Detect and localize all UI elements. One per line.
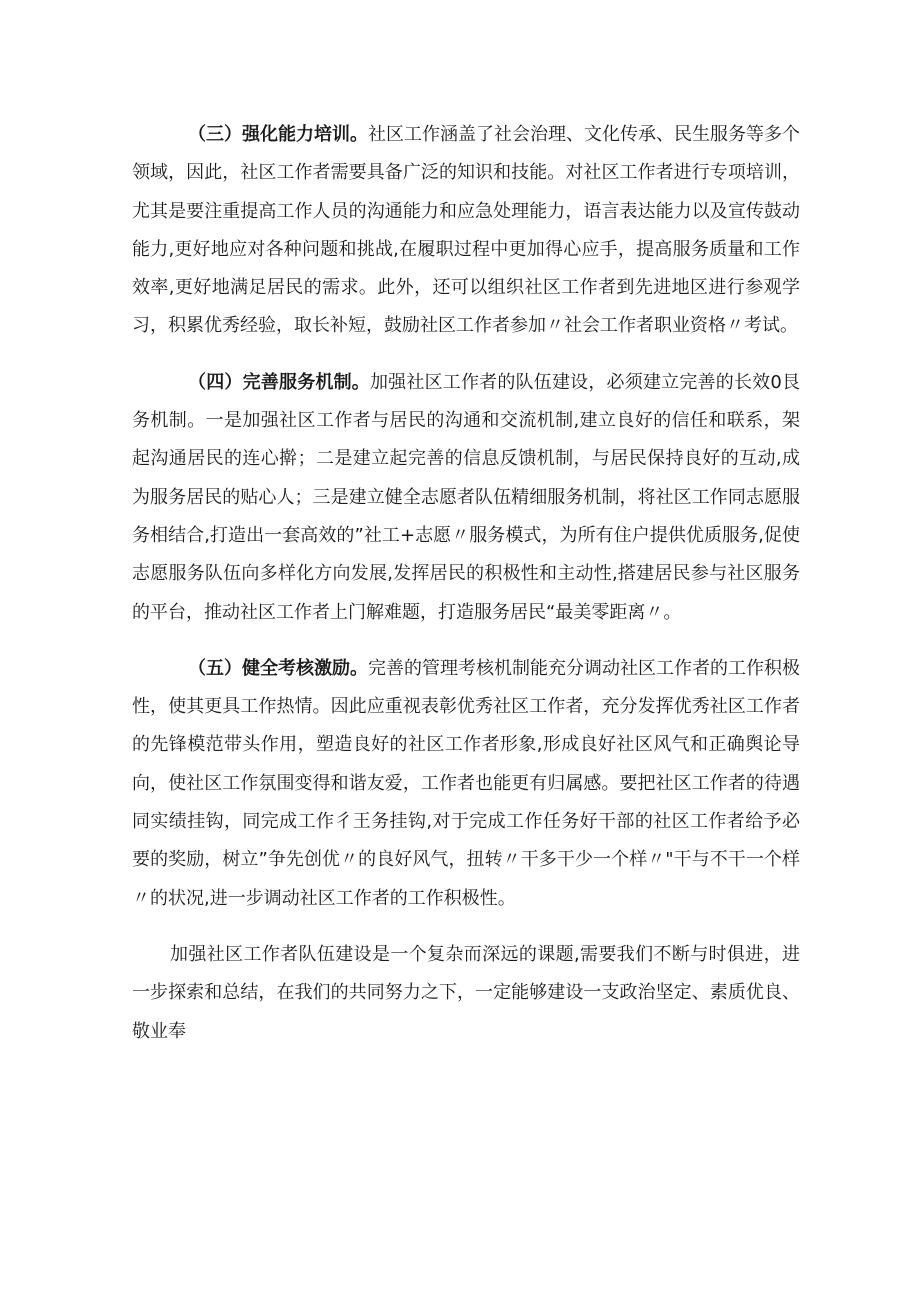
paragraph-heading: （三）强化能力培训。 [188, 124, 368, 145]
paragraph-body: 社区工作涵盖了社会治理、文化传承、民生服务等多个领域，因此，社区工作者需要具备广泛的知识和技能。对社区工作者进行专项培训，尤其是要注重提高工作人员的沟通能力和应急处理能力，语言表达能力以及宣传鼓动能力,更好地应对各种问题和挑战,在履职过程中更加得心应手，提高服务质量和工作效率,更好地满足居民的需求。此外，还可以组织社区工作者到先进地区进行参观学习，积累优秀经验，取长补短，鼓励社区工作者参加〃社会工作者职业资格〃考试。 [132, 124, 800, 337]
paragraph-assessment-incentive [132, 650, 800, 918]
paragraph-body: 完善的管理考核机制能充分调动社区工作者的工作积极性，使其更具工作热情。因此应重视表彰优秀社区工作者，充分发挥优秀社区工作者的先锋模范带头作用，塑造良好的社区工作者形象,形成良好社区风气和正确舆论导向，使社区工作氛围变得和谐友爱，工作者也能更有归属感。要把社区工作者的待遇同实绩挂钩，同完成工作彳王务挂钩,对于完成工作任务好干部的社区工作者给予必要的奖励，树立”争先创优〃的良好风气，扭转〃干多干少一个样〃"干与不干一个样〃的状况,进一步调动社区工作者的工作积极性。 [132, 657, 800, 909]
paragraph-heading: （四）完善服务机制。 [188, 371, 370, 393]
paragraph-conclusion [132, 936, 800, 1051]
paragraph-capacity-training [132, 116, 800, 346]
paragraph-body: 加强社区工作者队伍建设是一个复杂而深远的课题,需要我们不断与时俱进，进一步探索和总结，在我们的共同努力之下，一定能够建设一支政治坚定、素质优良、敬业奉 [132, 943, 800, 1042]
paragraph-heading: （五）健全考核激励。 [188, 657, 368, 679]
paragraph-body: 加强社区工作者的队伍建设，必须建立完善的长效0艮务机制。一是加强社区工作者与居民的沟通和交流机制,建立良好的信任和联系，架起沟通居民的连心擀；二是建立起完善的信息反馈机制，与居民保持良好的互动,成为服务居民的贴心人；三是建立健全志愿者队伍精细服务机制，将社区工作同志愿服务相结合,打造出一套高效的”社工+志愿〃服务模式，为所有住户提供优质服务,促使志愿服务队伍向多样化方向发展,发挥居民的积极性和主动性,搭建居民参与社区服务的平台，推动社区工作者上门解难题，打造服务居民“最美零距离〃。 [132, 371, 800, 623]
paragraph-service-mechanism [132, 364, 800, 632]
document-page [132, 116, 800, 1051]
